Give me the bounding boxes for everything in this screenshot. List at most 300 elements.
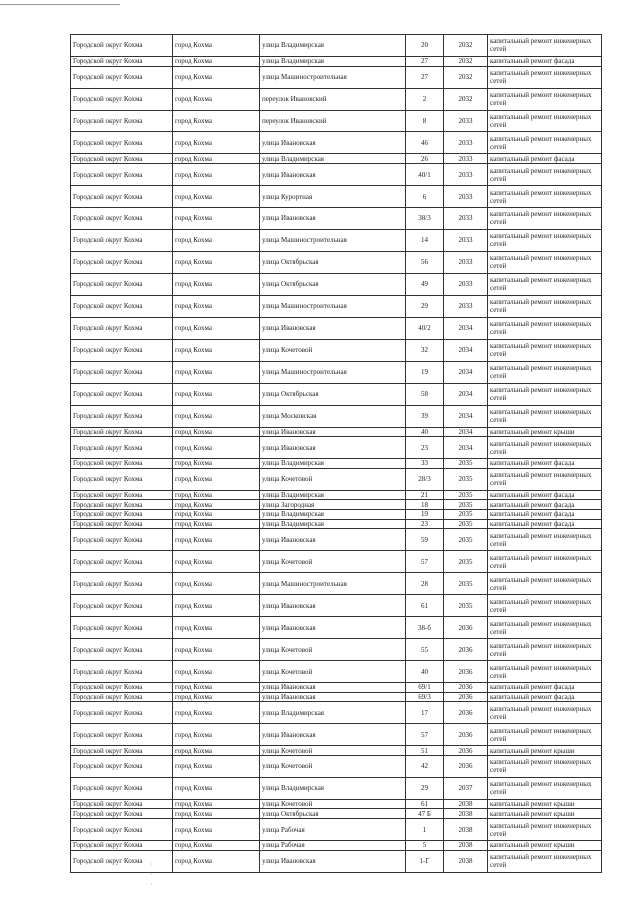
cell-city: город Кохма [173,617,260,639]
cell-work-type: капитальный ремонт крыши [488,841,602,851]
cell-street: улица Владимирская [260,490,406,500]
cell-house-number: 21 [406,490,444,500]
cell-okrug: Городской округ Кохма [71,361,173,383]
cell-city: город Кохма [173,66,260,88]
cell-street: улица Машиностроительная [260,573,406,595]
cell-okrug: Городской округ Кохма [71,692,173,702]
cell-year: 2038 [444,819,488,841]
table-row [71,295,602,317]
cell-okrug: Городской округ Кохма [71,500,173,510]
cell-city: город Кохма [173,132,260,154]
table-row [71,66,602,88]
cell-city: город Кохма [173,500,260,510]
cell-street: улица Ивановская [260,617,406,639]
cell-street: улица Владимирская [260,510,406,520]
cell-year: 2032 [444,66,488,88]
cell-work-type: капитальный ремонт инженерных сетей [488,383,602,405]
cell-okrug: Городской округ Кохма [71,809,173,819]
cell-work-type: капитальный ремонт инженерных сетей [488,595,602,617]
cell-okrug: Городской округ Кохма [71,510,173,520]
cell-work-type: капитальный ремонт инженерных сетей [488,66,602,88]
cell-okrug: Городской округ Кохма [71,405,173,427]
table-row [71,617,602,639]
table-row [71,490,602,500]
cell-city: город Кохма [173,490,260,500]
cell-house-number: 18 [406,500,444,510]
cell-year: 2036 [444,661,488,683]
cell-okrug: Городской округ Кохма [71,551,173,573]
cell-city: город Кохма [173,510,260,520]
cell-work-type: капитальный ремонт инженерных сетей [488,317,602,339]
table-row [71,361,602,383]
table-row [71,841,602,851]
cell-year: 2033 [444,154,488,164]
cell-year: 2033 [444,295,488,317]
cell-year: 2035 [444,510,488,520]
table-row [71,702,602,724]
cell-okrug: Городской округ Кохма [71,251,173,273]
cell-house-number: 29 [406,295,444,317]
cell-okrug: Городской округ Кохма [71,154,173,164]
cell-city: город Кохма [173,702,260,724]
bottom-margin-marks: · · · [150,860,153,889]
cell-okrug: Городской округ Кохма [71,573,173,595]
cell-house-number: 23 [406,437,444,459]
cell-house-number: 14 [406,229,444,251]
cell-street: улица Ивановская [260,724,406,746]
cell-street: улица Кочетовой [260,661,406,683]
cell-year: 2036 [444,746,488,756]
cell-city: город Кохма [173,164,260,186]
cell-house-number: 32 [406,339,444,361]
cell-work-type: капитальный ремонт инженерных сетей [488,186,602,208]
cell-street: улица Владимирская [260,459,406,469]
cell-city: город Кохма [173,251,260,273]
cell-year: 2032 [444,88,488,110]
table-row [71,251,602,273]
cell-okrug: Городской округ Кохма [71,437,173,459]
cell-house-number: 28/3 [406,468,444,490]
cell-work-type: капитальный ремонт фасада [488,459,602,469]
table-row [71,500,602,510]
cell-house-number: 28 [406,573,444,595]
cell-okrug: Городской округ Кохма [71,459,173,469]
cell-street: улица Рабочая [260,819,406,841]
cell-city: город Кохма [173,88,260,110]
cell-work-type: капитальный ремонт инженерных сетей [488,639,602,661]
cell-okrug: Городской округ Кохма [71,383,173,405]
cell-house-number: 49 [406,273,444,295]
cell-house-number: 19 [406,361,444,383]
cell-house-number: 69/3 [406,692,444,702]
cell-house-number: 8 [406,110,444,132]
cell-work-type: капитальный ремонт инженерных сетей [488,468,602,490]
cell-city: город Кохма [173,295,260,317]
cell-year: 2033 [444,186,488,208]
cell-house-number: 56 [406,251,444,273]
cell-work-type: капитальный ремонт инженерных сетей [488,361,602,383]
cell-work-type: капитальный ремонт инженерных сетей [488,529,602,551]
cell-house-number: 40/1 [406,164,444,186]
cell-house-number: 51 [406,746,444,756]
cell-okrug: Городской округ Кохма [71,427,173,437]
table-row [71,339,602,361]
cell-year: 2038 [444,850,488,872]
cell-house-number: 27 [406,66,444,88]
repair-schedule-table [70,34,602,873]
cell-year: 2033 [444,273,488,295]
cell-city: город Кохма [173,755,260,777]
cell-year: 2034 [444,427,488,437]
cell-street: улица Ивановская [260,683,406,693]
cell-work-type: капитальный ремонт крыши [488,746,602,756]
table-row [71,437,602,459]
cell-city: город Кохма [173,519,260,529]
cell-street: улица Машиностроительная [260,361,406,383]
cell-street: улица Кочетовой [260,639,406,661]
cell-okrug: Городской округ Кохма [71,56,173,66]
cell-year: 2034 [444,437,488,459]
cell-work-type: капитальный ремонт фасада [488,692,602,702]
table-row [71,683,602,693]
cell-house-number: 29 [406,777,444,799]
cell-street: улица Ивановская [260,692,406,702]
cell-year: 2036 [444,692,488,702]
cell-city: город Кохма [173,361,260,383]
cell-okrug: Городской округ Кохма [71,841,173,851]
cell-house-number: 23 [406,519,444,529]
cell-city: город Кохма [173,724,260,746]
cell-city: город Кохма [173,529,260,551]
cell-year: 2035 [444,529,488,551]
table-row [71,154,602,164]
cell-city: город Кохма [173,110,260,132]
cell-street: переулок Ивановский [260,88,406,110]
cell-city: город Кохма [173,154,260,164]
cell-year: 2035 [444,459,488,469]
cell-work-type: капитальный ремонт инженерных сетей [488,702,602,724]
cell-work-type: капитальный ремонт инженерных сетей [488,551,602,573]
cell-street: улица Ивановская [260,427,406,437]
cell-city: город Кохма [173,405,260,427]
cell-year: 2033 [444,132,488,154]
cell-street: улица Ивановская [260,529,406,551]
cell-work-type: капитальный ремонт фасада [488,490,602,500]
cell-okrug: Городской округ Кохма [71,617,173,639]
cell-city: город Кохма [173,35,260,57]
table-row [71,88,602,110]
cell-city: город Кохма [173,746,260,756]
cell-street: улица Курортная [260,186,406,208]
cell-house-number: 40/2 [406,317,444,339]
cell-okrug: Городской округ Кохма [71,683,173,693]
cell-city: город Кохма [173,459,260,469]
cell-street: улица Владимирская [260,702,406,724]
cell-year: 2038 [444,809,488,819]
cell-street: улица Рабочая [260,841,406,851]
cell-okrug: Городской округ Кохма [71,755,173,777]
cell-house-number: 42 [406,755,444,777]
cell-house-number: 20 [406,35,444,57]
cell-okrug: Городской округ Кохма [71,850,173,872]
cell-house-number: 57 [406,724,444,746]
cell-house-number: 6 [406,186,444,208]
cell-street: улица Владимирская [260,519,406,529]
cell-house-number: 61 [406,595,444,617]
cell-year: 2035 [444,551,488,573]
cell-street: улица Машиностроительная [260,66,406,88]
table-row [71,164,602,186]
cell-city: город Кохма [173,427,260,437]
cell-year: 2035 [444,573,488,595]
cell-house-number: 40 [406,661,444,683]
cell-work-type: капитальный ремонт фасада [488,500,602,510]
cell-street: переулок Ивановский [260,110,406,132]
cell-year: 2033 [444,207,488,229]
cell-okrug: Городской округ Кохма [71,164,173,186]
cell-street: улица Кочетовой [260,551,406,573]
cell-okrug: Городской округ Кохма [71,66,173,88]
cell-okrug: Городской округ Кохма [71,88,173,110]
cell-year: 2035 [444,468,488,490]
table-row [71,724,602,746]
cell-city: город Кохма [173,595,260,617]
cell-work-type: капитальный ремонт инженерных сетей [488,295,602,317]
cell-year: 2033 [444,110,488,132]
cell-okrug: Городской округ Кохма [71,317,173,339]
table-row [71,405,602,427]
table-row [71,229,602,251]
table-row [71,273,602,295]
cell-work-type: капитальный ремонт фасада [488,510,602,520]
cell-city: город Кохма [173,437,260,459]
cell-okrug: Городской округ Кохма [71,777,173,799]
cell-okrug: Городской округ Кохма [71,339,173,361]
table-row [71,661,602,683]
table-row [71,317,602,339]
table-row [71,573,602,595]
cell-house-number: 38/3 [406,207,444,229]
cell-work-type: капитальный ремонт инженерных сетей [488,724,602,746]
cell-city: город Кохма [173,186,260,208]
cell-house-number: 38-б [406,617,444,639]
cell-street: улица Московская [260,405,406,427]
table-row [71,799,602,809]
cell-work-type: капитальный ремонт инженерных сетей [488,88,602,110]
cell-year: 2033 [444,229,488,251]
cell-street: улица Машиностроительная [260,295,406,317]
cell-okrug: Городской округ Кохма [71,229,173,251]
cell-street: улица Владимирская [260,777,406,799]
cell-okrug: Городской округ Кохма [71,207,173,229]
cell-work-type: капитальный ремонт инженерных сетей [488,164,602,186]
table-row [71,186,602,208]
cell-house-number: 1-Г [406,850,444,872]
cell-work-type: капитальный ремонт инженерных сетей [488,229,602,251]
cell-work-type: капитальный ремонт инженерных сетей [488,819,602,841]
cell-year: 2032 [444,56,488,66]
cell-street: улица Машиностроительная [260,229,406,251]
cell-year: 2035 [444,490,488,500]
cell-city: город Кохма [173,273,260,295]
cell-house-number: 2 [406,88,444,110]
cell-year: 2036 [444,617,488,639]
cell-work-type: капитальный ремонт инженерных сетей [488,251,602,273]
cell-work-type: капитальный ремонт инженерных сетей [488,617,602,639]
cell-okrug: Городской округ Кохма [71,186,173,208]
cell-okrug: Городской округ Кохма [71,468,173,490]
cell-okrug: Городской округ Кохма [71,724,173,746]
cell-okrug: Городской округ Кохма [71,490,173,500]
cell-okrug: Городской округ Кохма [71,819,173,841]
table-row [71,510,602,520]
cell-street: улица Загородная [260,500,406,510]
table-row [71,468,602,490]
cell-okrug: Городской округ Кохма [71,639,173,661]
cell-house-number: 1 [406,819,444,841]
cell-city: город Кохма [173,573,260,595]
table-row [71,809,602,819]
cell-city: город Кохма [173,383,260,405]
cell-okrug: Городской округ Кохма [71,799,173,809]
table-row [71,777,602,799]
cell-street: улица Владимирская [260,35,406,57]
cell-okrug: Городской округ Кохма [71,661,173,683]
cell-okrug: Городской округ Кохма [71,132,173,154]
cell-okrug: Городской округ Кохма [71,519,173,529]
cell-street: улица Ивановская [260,595,406,617]
cell-work-type: капитальный ремонт фасада [488,56,602,66]
table-row [71,551,602,573]
cell-street: улица Кочетовой [260,468,406,490]
table-row [71,35,602,57]
cell-work-type: капитальный ремонт инженерных сетей [488,777,602,799]
cell-house-number: 33 [406,459,444,469]
cell-street: улица Ивановская [260,317,406,339]
cell-work-type: капитальный ремонт инженерных сетей [488,273,602,295]
cell-house-number: 5 [406,841,444,851]
top-margin-mark [0,4,120,5]
cell-year: 2035 [444,500,488,510]
cell-city: город Кохма [173,850,260,872]
cell-city: город Кохма [173,799,260,809]
cell-street: улица Ивановская [260,164,406,186]
cell-year: 2036 [444,724,488,746]
cell-house-number: 17 [406,702,444,724]
cell-city: город Кохма [173,317,260,339]
cell-city: город Кохма [173,207,260,229]
cell-city: город Кохма [173,339,260,361]
cell-work-type: капитальный ремонт фасада [488,519,602,529]
cell-city: город Кохма [173,229,260,251]
cell-street: улица Кочетовой [260,799,406,809]
cell-work-type: капитальный ремонт инженерных сетей [488,850,602,872]
cell-work-type: капитальный ремонт крыши [488,799,602,809]
table-row [71,529,602,551]
table-row [71,595,602,617]
cell-street: улица Октябрьская [260,251,406,273]
table-row [71,755,602,777]
cell-work-type: капитальный ремонт инженерных сетей [488,207,602,229]
table-row [71,110,602,132]
cell-year: 2036 [444,755,488,777]
cell-house-number: 47 Б [406,809,444,819]
cell-work-type: капитальный ремонт инженерных сетей [488,755,602,777]
table-row [71,819,602,841]
table-row [71,427,602,437]
cell-house-number: 69/1 [406,683,444,693]
cell-work-type: капитальный ремонт фасада [488,154,602,164]
table-row [71,746,602,756]
cell-house-number: 57 [406,551,444,573]
table-row [71,132,602,154]
cell-year: 2034 [444,361,488,383]
cell-house-number: 46 [406,132,444,154]
cell-okrug: Городской округ Кохма [71,110,173,132]
cell-okrug: Городской округ Кохма [71,702,173,724]
table-row [71,56,602,66]
cell-street: улица Владимирская [260,56,406,66]
cell-city: город Кохма [173,639,260,661]
cell-house-number: 55 [406,639,444,661]
cell-work-type: капитальный ремонт инженерных сетей [488,110,602,132]
cell-year: 2034 [444,383,488,405]
table-row [71,692,602,702]
cell-work-type: капитальный ремонт инженерных сетей [488,339,602,361]
cell-street: улица Кочетовой [260,746,406,756]
cell-street: улица Октябрьская [260,809,406,819]
cell-city: город Кохма [173,841,260,851]
table-row [71,639,602,661]
cell-street: улица Кочетовой [260,339,406,361]
cell-street: улица Владимирская [260,154,406,164]
cell-city: город Кохма [173,683,260,693]
cell-year: 2036 [444,639,488,661]
cell-house-number: 59 [406,529,444,551]
cell-work-type: капитальный ремонт инженерных сетей [488,132,602,154]
cell-okrug: Городской округ Кохма [71,295,173,317]
cell-city: город Кохма [173,661,260,683]
cell-year: 2034 [444,317,488,339]
cell-street: улица Ивановская [260,850,406,872]
cell-city: город Кохма [173,777,260,799]
cell-work-type: капитальный ремонт крыши [488,809,602,819]
cell-year: 2035 [444,595,488,617]
table-row [71,519,602,529]
cell-street: улица Ивановская [260,437,406,459]
cell-okrug: Городской округ Кохма [71,529,173,551]
cell-city: город Кохма [173,468,260,490]
cell-work-type: капитальный ремонт инженерных сетей [488,405,602,427]
cell-year: 2038 [444,799,488,809]
cell-okrug: Городской округ Кохма [71,595,173,617]
cell-house-number: 27 [406,56,444,66]
cell-street: улица Октябрьская [260,383,406,405]
cell-house-number: 19 [406,510,444,520]
table-row [71,383,602,405]
cell-work-type: капитальный ремонт инженерных сетей [488,661,602,683]
cell-house-number: 58 [406,383,444,405]
cell-city: город Кохма [173,819,260,841]
cell-year: 2036 [444,683,488,693]
cell-work-type: капитальный ремонт инженерных сетей [488,437,602,459]
cell-year: 2034 [444,339,488,361]
cell-house-number: 26 [406,154,444,164]
cell-year: 2035 [444,519,488,529]
cell-house-number: 61 [406,799,444,809]
cell-year: 2037 [444,777,488,799]
table-body [71,35,602,873]
